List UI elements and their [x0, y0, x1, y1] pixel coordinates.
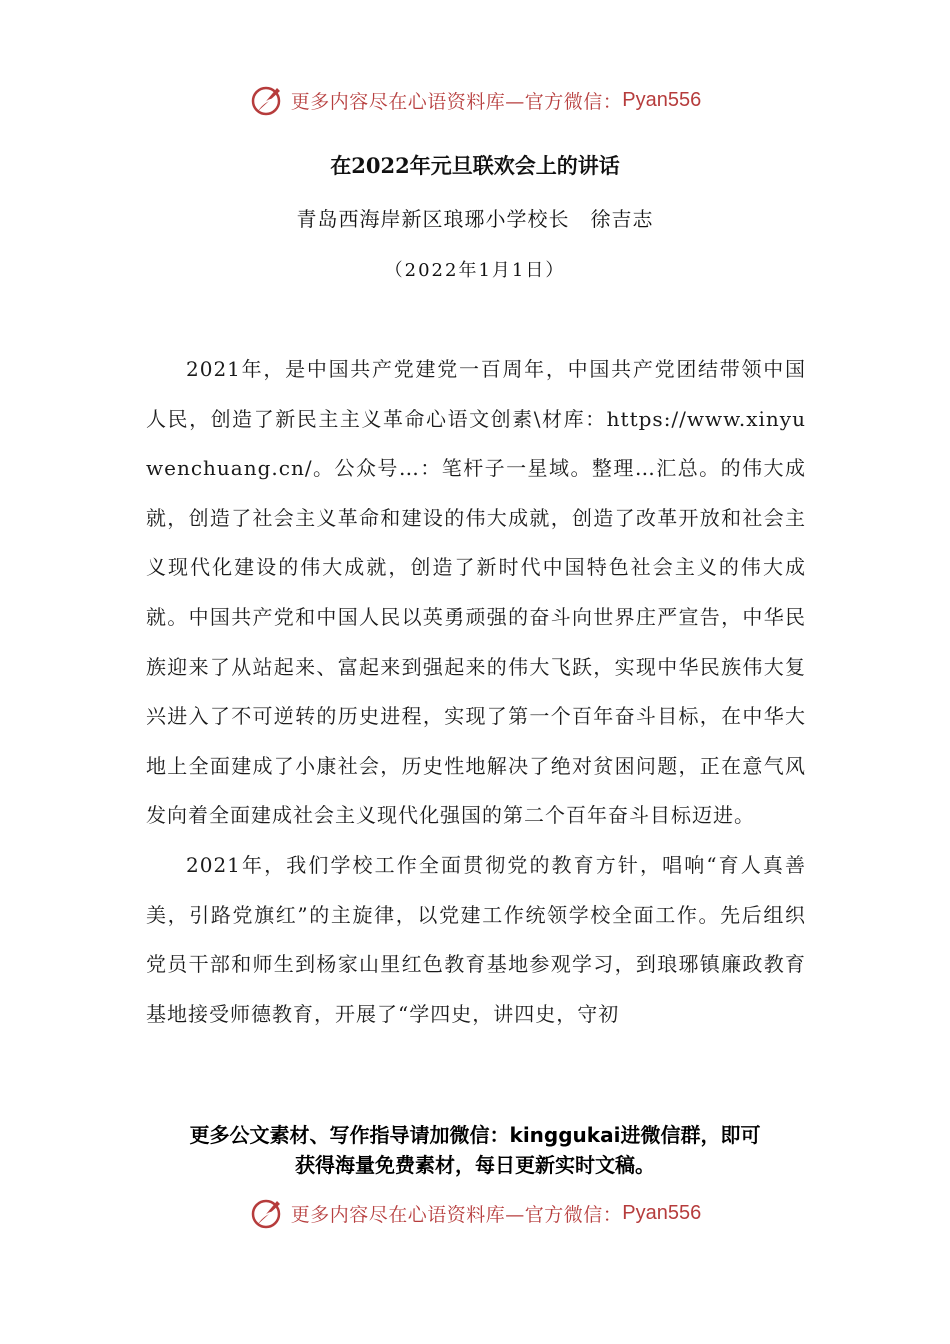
watermark-banner-bottom [0, 1193, 950, 1233]
document-date: （2022年1月1日） [384, 260, 566, 281]
quill-pen-logo-icon [249, 1195, 285, 1231]
document-body [146, 345, 806, 1039]
promo-line-2: 获得海量免费素材，每日更新实时文稿。 [295, 1153, 655, 1177]
watermark-wechat-id: Pyan556 [622, 1201, 702, 1224]
document-author: 青岛西海岸新区琅琊小学校长 徐吉志 [296, 207, 654, 231]
promo-line-1: 更多公文素材、写作指导请加微信：kinggukai进微信群，即可 [189, 1123, 761, 1147]
body-paragraph-2: 2021年，我们学校工作全面贯彻党的教育方针，唱响“育人真善美，引路党旗红”的主旋律，以党建工作统领学校全面工作。先后组织党员干部和师生到杨家山里红色教育基地参观学习，到琅琊镇廉政教育基地接受师德教育，开展了“学四史，讲四史，守初 [146, 852, 806, 1026]
watermark-text: 更多内容尽在心语资料库—官方微信： [290, 90, 623, 113]
quill-pen-logo-icon [249, 82, 285, 118]
document-title: 在2022年元旦联欢会上的讲话 [330, 153, 620, 178]
promo-notice [0, 1120, 950, 1180]
body-paragraph-1: 2021年，是中国共产党建党一百周年，中国共产党团结带领中国人民，创造了新民主主义革命心语文创素\材库：https://www.xinyuwenchuang.cn/。公众号…：笔杆子一星域。整理…汇总。的伟大成就，创造了社会主义革命和建设的伟大成就，创造了改革开放和社会主义现代化建设的伟大成就，创造了新时代中国特色社会主义的伟大成就。中国共产党和中国人民以英勇顽强的奋斗向世界庄严宣告，中华民族迎来了从站起来、富起来到强起来的伟大飞跃，实现中华民族伟大复兴进入了不可逆转的历史进程，实现了第一个百年奋斗目标，在中华大地上全面建成了小康社会，历史性地解决了绝对贫困问题，正在意气风发向着全面建成社会主义现代化强国的第二个百年奋斗目标迈进。 [146, 357, 806, 828]
watermark-banner-top [0, 80, 950, 120]
watermark-wechat-id: Pyan556 [622, 88, 702, 111]
watermark-text: 更多内容尽在心语资料库—官方微信： [290, 1203, 623, 1226]
